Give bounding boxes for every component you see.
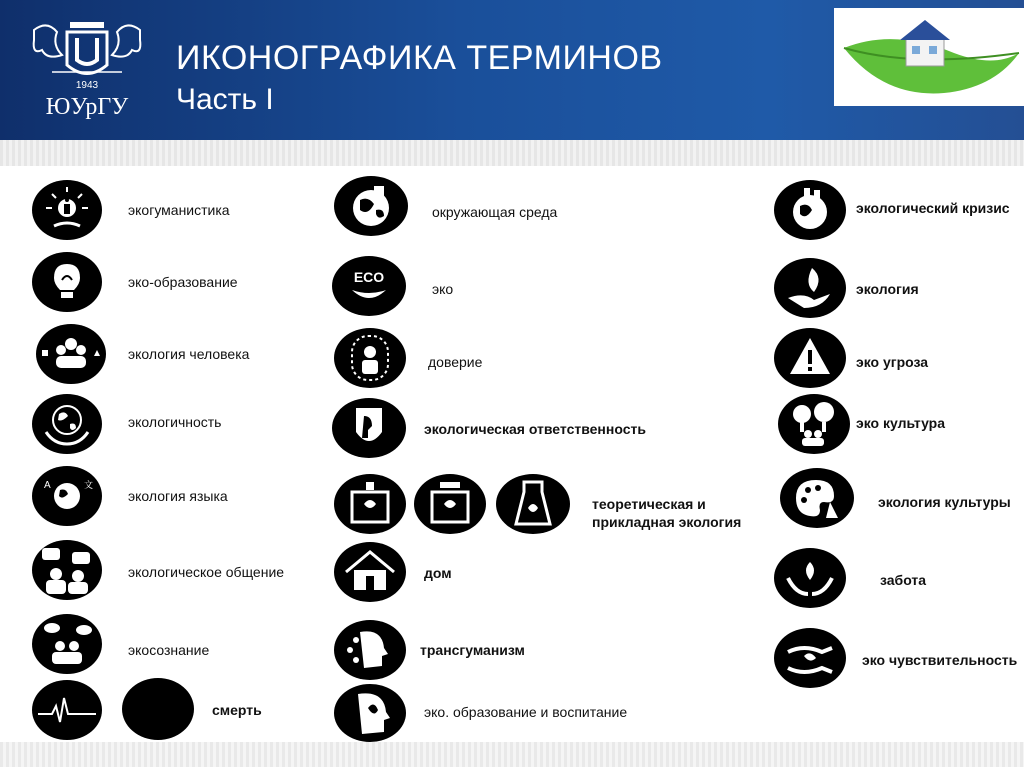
term-label: эко-образование (128, 274, 238, 290)
term-label: экосознание (128, 642, 210, 658)
term-label: доверие (428, 354, 483, 370)
page-title: ИКОНОГРАФИКА ТЕРМИНОВ (176, 39, 663, 77)
sensitive-hands-icon (774, 628, 846, 688)
warning-icon (774, 328, 846, 388)
term-label: экологический кризис (856, 200, 1010, 216)
term-label: прикладная экология (592, 514, 742, 530)
leaf-hand-icon (774, 258, 846, 318)
term-label: экогуманистика (128, 202, 230, 218)
people-icon (36, 324, 106, 384)
term-label: окружающая среда (432, 204, 558, 220)
term-label: экология культуры (878, 494, 1011, 510)
term-label: экологичность (128, 414, 222, 430)
transhuman-head-icon (334, 620, 406, 680)
term-label: экологическое общение (128, 564, 285, 580)
term-label: эко угроза (856, 354, 929, 370)
globe-hands-icon (32, 394, 102, 454)
term-label: забота (880, 572, 927, 588)
environment-globe-icon (334, 176, 408, 236)
trust-person-icon (334, 328, 406, 388)
term-label: экология языка (128, 488, 228, 504)
shield-icon (332, 398, 406, 458)
flask-icon (414, 474, 486, 534)
trees-people-icon (778, 394, 850, 454)
logo-year: 1943 (75, 80, 99, 91)
header-bar (0, 0, 1024, 140)
svg-text:文: 文 (84, 480, 94, 490)
term-label: экология (856, 281, 919, 297)
speech-people-icon (32, 540, 102, 600)
flask-icon (334, 474, 406, 534)
thought-people-icon (32, 614, 102, 674)
term-label: эко (432, 281, 454, 297)
term-label: экологическая ответственность (424, 421, 646, 437)
term-label: смерть (212, 702, 262, 718)
info-icon (32, 180, 102, 240)
black-circle-icon (122, 678, 194, 740)
flask-icon (496, 474, 570, 534)
house-icon (334, 542, 406, 602)
divider-stripe (0, 140, 1024, 166)
page-subtitle: Часть I (176, 83, 274, 116)
crisis-globe-icon (774, 180, 846, 240)
svg-text:ECO: ECO (353, 269, 385, 285)
term-label: эко. образование и воспитание (424, 704, 628, 720)
eco-house-leaf-image (834, 8, 1024, 106)
logo-name: ЮУрГУ (45, 94, 129, 120)
term-label: эко чувствительность (862, 652, 1018, 668)
term-label: трансгуманизм (420, 642, 525, 658)
term-label: дом (424, 565, 452, 581)
head-leaf-icon (334, 684, 406, 742)
university-logo (22, 10, 152, 130)
term-label: экология человека (128, 346, 250, 362)
caring-hands-icon (774, 548, 846, 608)
language-globe-icon (32, 466, 102, 526)
lightbulb-icon (32, 252, 102, 312)
heartbeat-icon (32, 680, 102, 740)
bottom-stripe (0, 742, 1024, 767)
eco-leaf-icon (332, 256, 406, 316)
term-label: эко культура (856, 415, 946, 431)
palette-icon (780, 468, 854, 528)
svg-text:A: A (44, 480, 51, 491)
term-label: теоретическая и (592, 496, 706, 512)
